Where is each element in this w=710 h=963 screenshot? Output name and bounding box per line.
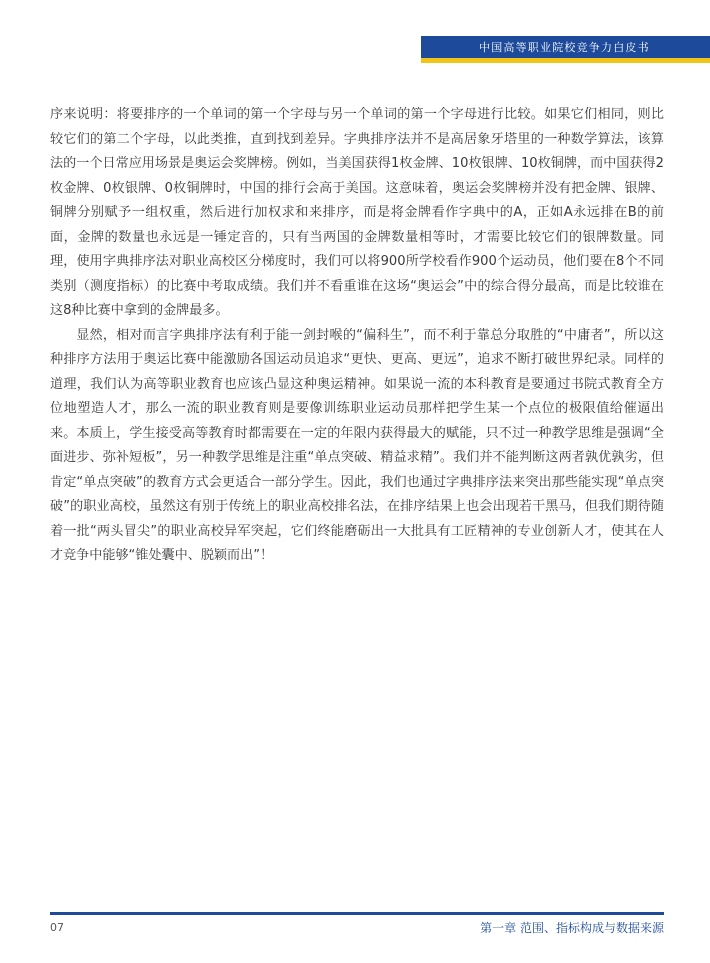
footer-divider <box>50 912 664 915</box>
header-accent-stripe <box>421 58 710 63</box>
header-band <box>421 36 710 58</box>
header-title: 中国高等职业院校竞争力白皮书 <box>479 41 650 54</box>
page-number: 07 <box>50 921 64 934</box>
body-text <box>50 103 664 569</box>
paragraph: 显然，相对而言字典排序法有利于能一剑封喉的“偏科生”，而不利于靠总分取胜的“中庸者”，所以这种排序方法用于奥运比赛中能激励各国运动员追求“更快、更高、更远”，追求不断打破世界纪录。同样的道理，我们认为高等职业教育也应该凸显这种奥运精神。如果说一流的本科教育是要通过书院式教育全方位地塑造人才，那么一流的职业教育则是要像训练职业运动员那样把学生某一个点位的极限值给催逼出来。本质上，学生接受高等教育时都需要在一定的年限内获得最大的赋能，只不过一种教学思维是强调“全面进步、弥补短板”，另一种教学思维是注重“单点突破、精益求精”。我们并不能判断这两者孰优孰劣，但肯定“单点突破”的教育方式会更适合一部分学生。因此，我们也通过字典排序法来突出那些能实现“单点突破”的职业高校，虽然这有别于传统上的职业高校排名法，在排序结果上也会出现若干黑马，但我们期待随着一批“两头冒尖”的职业高校异军突起，它们终能磨砺出一大批具有工匠精神的专业创新人才，使其在人才竞争中能够“锥处囊中、脱颖而出”！ <box>50 327 664 563</box>
paragraph: 序来说明：将要排序的一个单词的第一个字母与另一个单词的第一个字母进行比较。如果它们相同，则比较它们的第二个字母，以此类推，直到找到差异。字典排序法并不是高居象牙塔里的一种数学算法，该算法的一个日常应用场景是奥运会奖牌榜。例如，当美国获得1枚金牌、10枚银牌、10枚铜牌，而中国获得2枚金牌、0枚银牌、0枚铜牌时，中国的排行会高于美国。这意味着，奥运会奖牌榜并没有把金牌、银牌、铜牌分别赋予一组权重，然后进行加权求和来排序，而是将金牌看作字典中的A，正如A永远排在B的前面，金牌的数量也永远是一锤定音的，只有当两国的金牌数量相等时，才需要比较它们的银牌数量。同理，使用字典排序法对职业高校区分梯度时，我们可以将900所学校看作900个运动员，他们要在8个不同类别（测度指标）的比赛中考取成绩。我们并不看重谁在这场“奥运会”中的综合得分最高，而是比较谁在这8种比赛中拿到的金牌最多。 <box>50 107 664 318</box>
chapter-title: 第一章 范围、指标构成与数据来源 <box>480 921 664 935</box>
